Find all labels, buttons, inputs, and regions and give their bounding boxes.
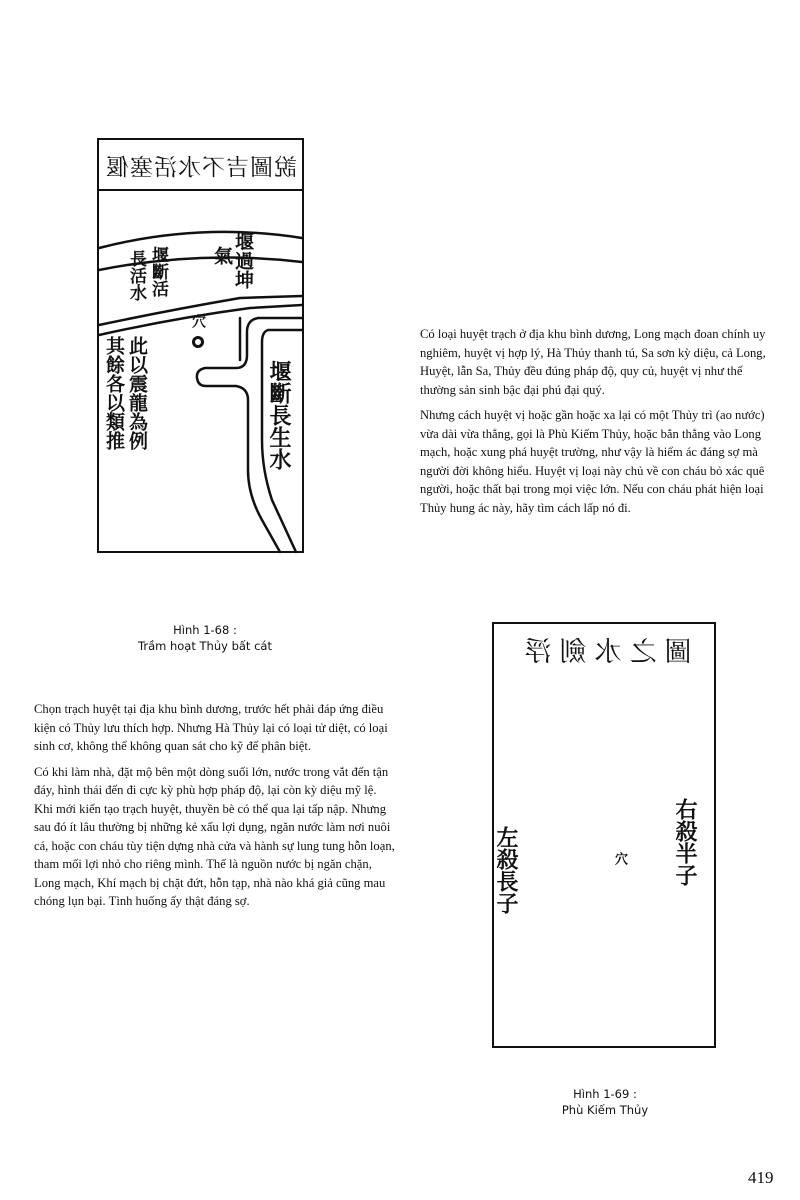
figure-69-caption-title: Phù Kiếm Thủy [561,1103,649,1117]
figure-68-caption-number: Hình 1-68 : [173,623,237,637]
left-paragraph-2: Có khi làm nhà, đặt mộ bên một dòng suối lớn, nước trong vắt đến tận đáy, hình thái đến đi cực kỳ phù hợp pháp độ, lại còn kỳ diệu mỹ lệ. Khi mới kiến tạo trạch huyệt, thuyền bè có thể qua lại tấp nập. Nhưng sau đó ít lâu thường bị những kẻ xấu lợi dụng, ngăn nước làm nơi nuôi cá, hoặc con cháu tùy tiện dựng nhà cửa và hành sự lung tung hỗn loạn, tham mối lợi nhỏ cho riêng mình. Thế là nguồn nước bị ngăn chặn, Long mạch, Khí mạch bị chặt đứt, hỗn tạp, nhà nào khá giả cũng mau chóng lụn bại. Tình huống ấy thật đáng sợ. [34,764,395,908]
figure-68-caption [110,622,300,654]
right-paragraph-1: Có loại huyệt trạch ở địa khu bình dương, Long mạch đoan chính uy nghiêm, huyệt vị hợp lý, Hà Thủy thanh tú, Sa sơn kỳ diệu, cả Long, Huyệt, lẫn Sa, Thủy đều đúng pháp độ, quy củ, huyệt vị như thế thường sản sinh bậc đại phú đại quý. [420,327,766,397]
figure-68-label-top-right: 堰過坤 [232,232,254,289]
figure-69-caption [500,1086,710,1118]
figure-68-note-col2: 其餘各以類推 [103,336,125,450]
figure-68-title: 說圖吉不水活塞偃 [105,155,297,181]
figure-68-label-top-middle: 氣 [211,246,233,265]
figure-69-caption-number: Hình 1-69 : [573,1087,637,1101]
figure-69-label-right: 右殺半子 [672,798,698,886]
figure-68-label-left-outer: 長活水 [126,250,146,301]
page-number: 419 [748,1168,774,1187]
left-text-block [34,700,396,918]
figure-68-label-right-river: 堰斷長生水 [266,360,292,470]
figure-68-label-xue: 穴 [190,314,206,328]
figure-68-note-col1: 此以震龍為例 [126,336,148,450]
right-paragraph-2: Nhưng cách huyệt vị hoặc gần hoặc xa lại có một Thủy trì (ao nước) vừa dài vừa thẳng, gọi là Phù Kiếm Thủy, hoặc bắn thẳng vào Long mạch, hoặc xung phá huyệt trường, như vậy là hiểm ác đáng sợ mà người đời không hiểu. Huyệt vị loại này chủ về con cháu bỏ xác quê người, hoặc thất bại trong mọi việc lớn. Nếu con cháu phát hiện loại Thủy hung ác này, hãy tìm cách lấp nó đi. [420,408,765,515]
left-paragraph-1: Chọn trạch huyệt tại địa khu bình dương, trước hết phải đáp ứng điều kiện có Thủy lưu thích hợp. Nhưng Hà Thủy lại có loại tử diệt, có loại sinh cơ, không thể không quan sát cho kỹ để phân biệt. [34,702,388,753]
figure-68-label-middle-left: 堰斷活 [148,246,168,297]
figure-69-label-xue: 穴 [612,852,627,865]
figure-69-label-left: 左殺長子 [493,826,519,914]
figure-69-title: 圖之水劍浮 [516,637,692,668]
right-text-block [420,325,775,524]
figure-68-caption-title: Trầm hoạt Thủy bất cát [138,639,272,653]
